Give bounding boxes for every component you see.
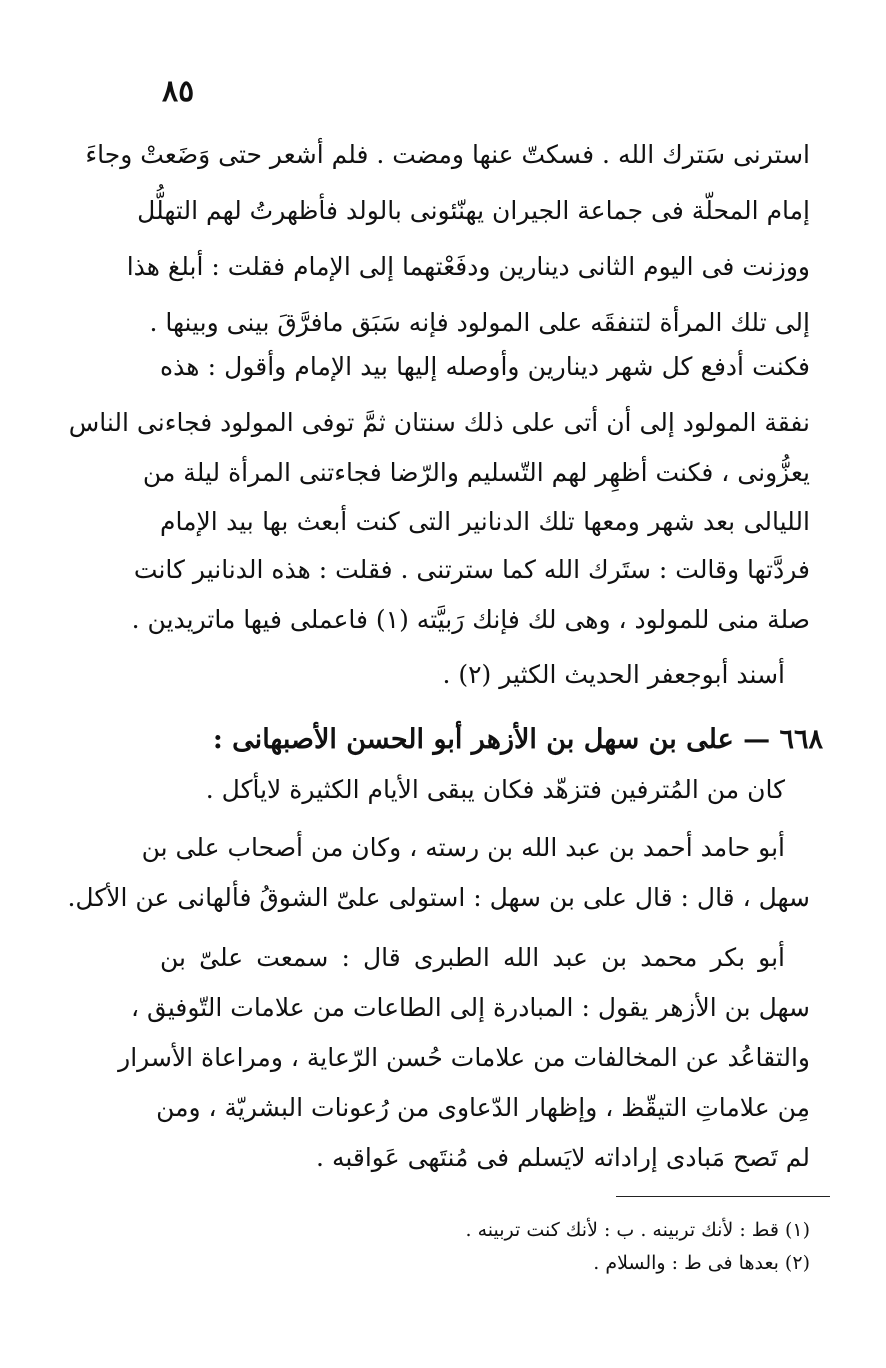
text-line: فردَّتها وقالت : ستَرك الله كما سترتنى . فقلت : هذه الدنانير كانت — [133, 555, 810, 584]
text-line-indented: كان من المُترفين فتزهّد فكان يبقى الأيام الكثيرة لايأكل . — [205, 775, 785, 804]
footnote: (٢) بعدها فى ط : والسلام . — [593, 1252, 810, 1274]
text-line-indented: أبو حامد أحمد بن عبد الله بن رسته ، وكان من أصحاب على بن — [141, 833, 785, 862]
text-line: لم تَصح مَبادى إراداته لايَسلم فى مُنتَهى عَواقبه . — [316, 1143, 810, 1172]
text-line: يعزُّونى ، فكنت أظهِر لهم التّسليم والرّضا فجاءتنى المرأة ليلة من — [142, 458, 810, 487]
text-line-indented: أسند أبوجعفر الحديث الكثير (٢) . — [442, 660, 785, 689]
text-line: صلة منى للمولود ، وهى لك فإنك رَبيَّته (١) فاعملى فيها ماتريدين . — [131, 605, 810, 634]
text-line: استرنى سَترك الله . فسكتّ عنها ومضت . فلم أشعر حتى وَضَعتْ وجاءَ — [85, 140, 810, 169]
text-line: سهل ، قال : قال على بن سهل : استولى علىّ الشوقُ فألهانى عن الأكل. — [67, 883, 810, 912]
footnote-separator — [616, 1196, 830, 1197]
text-line: سهل بن الأزهر يقول : المبادرة إلى الطاعات من علامات التّوفيق ، — [130, 993, 810, 1022]
entry-heading: ٦٦٨ — على بن سهل بن الأزهر أبو الحسن الأصبهانى : — [212, 724, 823, 755]
page-number: ٨٥ — [162, 74, 195, 109]
text-line: الليالى بعد شهر ومعها تلك الدنانير التى كنت أبعث بها بيد الإمام — [160, 507, 810, 536]
text-line: نفقة المولود إلى أن أتى على ذلك سنتان ثمَّ توفى المولود فجاءنى الناس — [68, 408, 810, 437]
text-line: ووزنت فى اليوم الثانى دينارين ودفَعْتهما إلى الإمام فقلت : أبلغ هذا — [126, 252, 810, 281]
text-line: والتقاعُد عن المخالفات من علامات حُسن الرّعاية ، ومراعاة الأسرار — [118, 1043, 810, 1072]
text-line: إلى تلك المرأة لتنفقَه على المولود فإنه سَبَق مافرَّقَ بينى وبينها . — [149, 308, 810, 337]
text-line-indented: أبو بكر محمد بن عبد الله الطبرى قال : سمعت علىّ بن — [160, 943, 785, 972]
text-line: مِن علاماتِ التيقّظ ، وإظهار الدّعاوى من رُعونات البشريّة ، ومن — [156, 1093, 810, 1122]
text-line: فكنت أدفع كل شهر دينارين وأوصله إليها بيد الإمام وأقول : هذه — [160, 352, 810, 381]
text-line: إمام المحلّة فى جماعة الجيران يهنّئونى بالولد فأظهرتُ لهم التهلُّل — [137, 196, 810, 225]
footnote: (١) قط : لأنك تربينه . ب : لأنك كنت تربينه . — [465, 1219, 810, 1241]
